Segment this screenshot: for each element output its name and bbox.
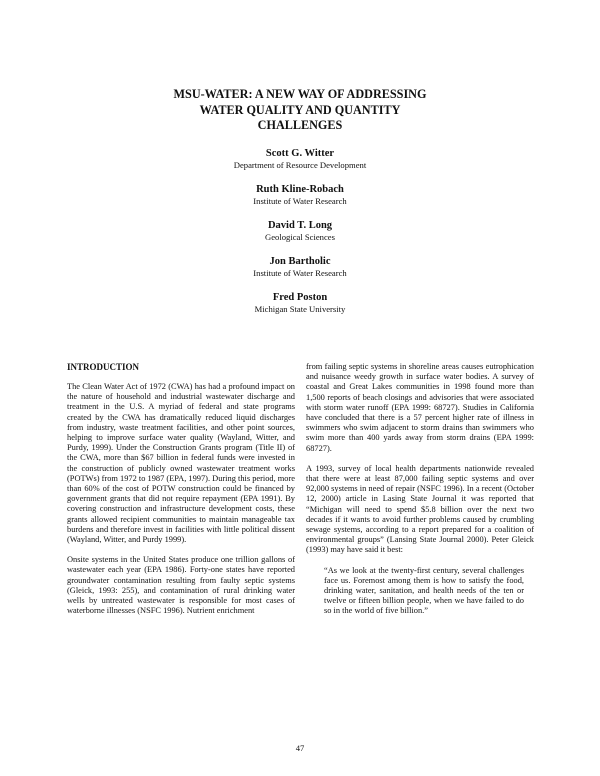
author-affiliation: Michigan State University <box>254 304 346 314</box>
author-affiliation: Institute of Water Research <box>253 196 347 206</box>
author-block <box>150 148 450 171</box>
left-column <box>67 362 295 626</box>
title-line-1: MSU-WATER: A NEW WAY OF ADDRESSING <box>173 87 427 101</box>
author-affiliation: Institute of Water Research <box>253 268 347 278</box>
author-name: Jon Bartholic <box>269 256 331 267</box>
author-affiliation: Geological Sciences <box>265 232 335 242</box>
author-block <box>150 256 450 279</box>
title-line-3: CHALLENGES <box>257 118 343 132</box>
body-paragraph: A 1993, survey of local health departments nationwide revealed that there were at least 87,000 failing septic systems and over 92,000 systems in need of repair (NSFC 1996). In a recent (October 12, 2000) article in Lasing State Journal it was reported that “Michigan will need to spend $5.8 billion over the next two decades if it wants to avoid further problems caused by crumbling sewage systems, according to a report prepared for a coalition of environmental groups” (Lansing State Journal 2000). Peter Gleick (1993) may have said it best: <box>306 463 534 555</box>
body-paragraph: Onsite systems in the United States produce one trillion gallons of wastewater each year (EPA 1986). Forty-one states have reported groundwater contamination resulting from faulty septic systems (Gleick, 1993: 255), and contamination of rural drinking water wells by untreated wastewater is responsible for most cases of waterborne illnesses (NSFC 1996). Nutrient enrichment <box>67 555 295 616</box>
section-heading: INTRODUCTION <box>67 362 140 372</box>
author-block <box>150 184 450 207</box>
block-quote: “As we look at the twenty-first century, several challenges face us. Foremost among them is how to satisfy the food, drinking water, sanitation, and health needs of the ten or twelve or fifteen billion people, when we have failed to do so in the world of five billion.” <box>324 565 524 616</box>
author-name: Scott G. Witter <box>265 148 335 159</box>
author-block <box>150 220 450 243</box>
title-line-2: WATER QUALITY AND QUANTITY <box>199 102 401 117</box>
author-list <box>150 148 450 328</box>
right-column <box>306 362 534 617</box>
author-name: David T. Long <box>267 220 333 231</box>
body-paragraph: The Clean Water Act of 1972 (CWA) has had a profound impact on the nature of household and industrial wastewater discharge and treatment in the U.S. A myriad of federal and state programs created by the CWA has dramatically reduced liquid discharges from industry, waste treatment facilities, and other point sources, helping to improve surface water quality (Wayland, Witter, and Purdy, 1999). Under the Construction Grants program (Title II) of the CWA, more than $67 billion in federal funds were invested in the construction of publicly owned wastewater treatment works (POTWs) from 1972 to 1987 (EPA, 1997). During this period, more than 60% of the cost of POTW construction could be financed by government grants that did not require repayment (EPA 1991). By covering construction and infrastructure development costs, these grants allowed recipient communities to maintain manageable tax burdens and therefore invest in facilities with little political dissent (Wayland, Witter, and Purdy 1999). <box>67 382 295 545</box>
paper-title <box>100 87 500 134</box>
author-block <box>150 292 450 315</box>
author-name: Ruth Kline-Robach <box>256 184 344 195</box>
page-number: 47 <box>295 743 305 753</box>
author-affiliation: Department of Resource Development <box>233 160 367 170</box>
author-name: Fred Poston <box>272 292 328 303</box>
body-paragraph: from failing septic systems in shoreline areas causes eutrophication and nuisance weedy growth in surface water bodies. A survey of coastal and Great Lakes communities in 1998 found more than 1,500 reports of beach closings and advisories that were associated with storm water runoff (EPA 1999: 68727). Studies in California have concluded that there is a 57 percent higher rate of illness in swimmers who swim adjacent to storm drains than swimmers who swim more than 400 yards away from storm drains (EPA 1999: 68727). <box>306 362 534 453</box>
